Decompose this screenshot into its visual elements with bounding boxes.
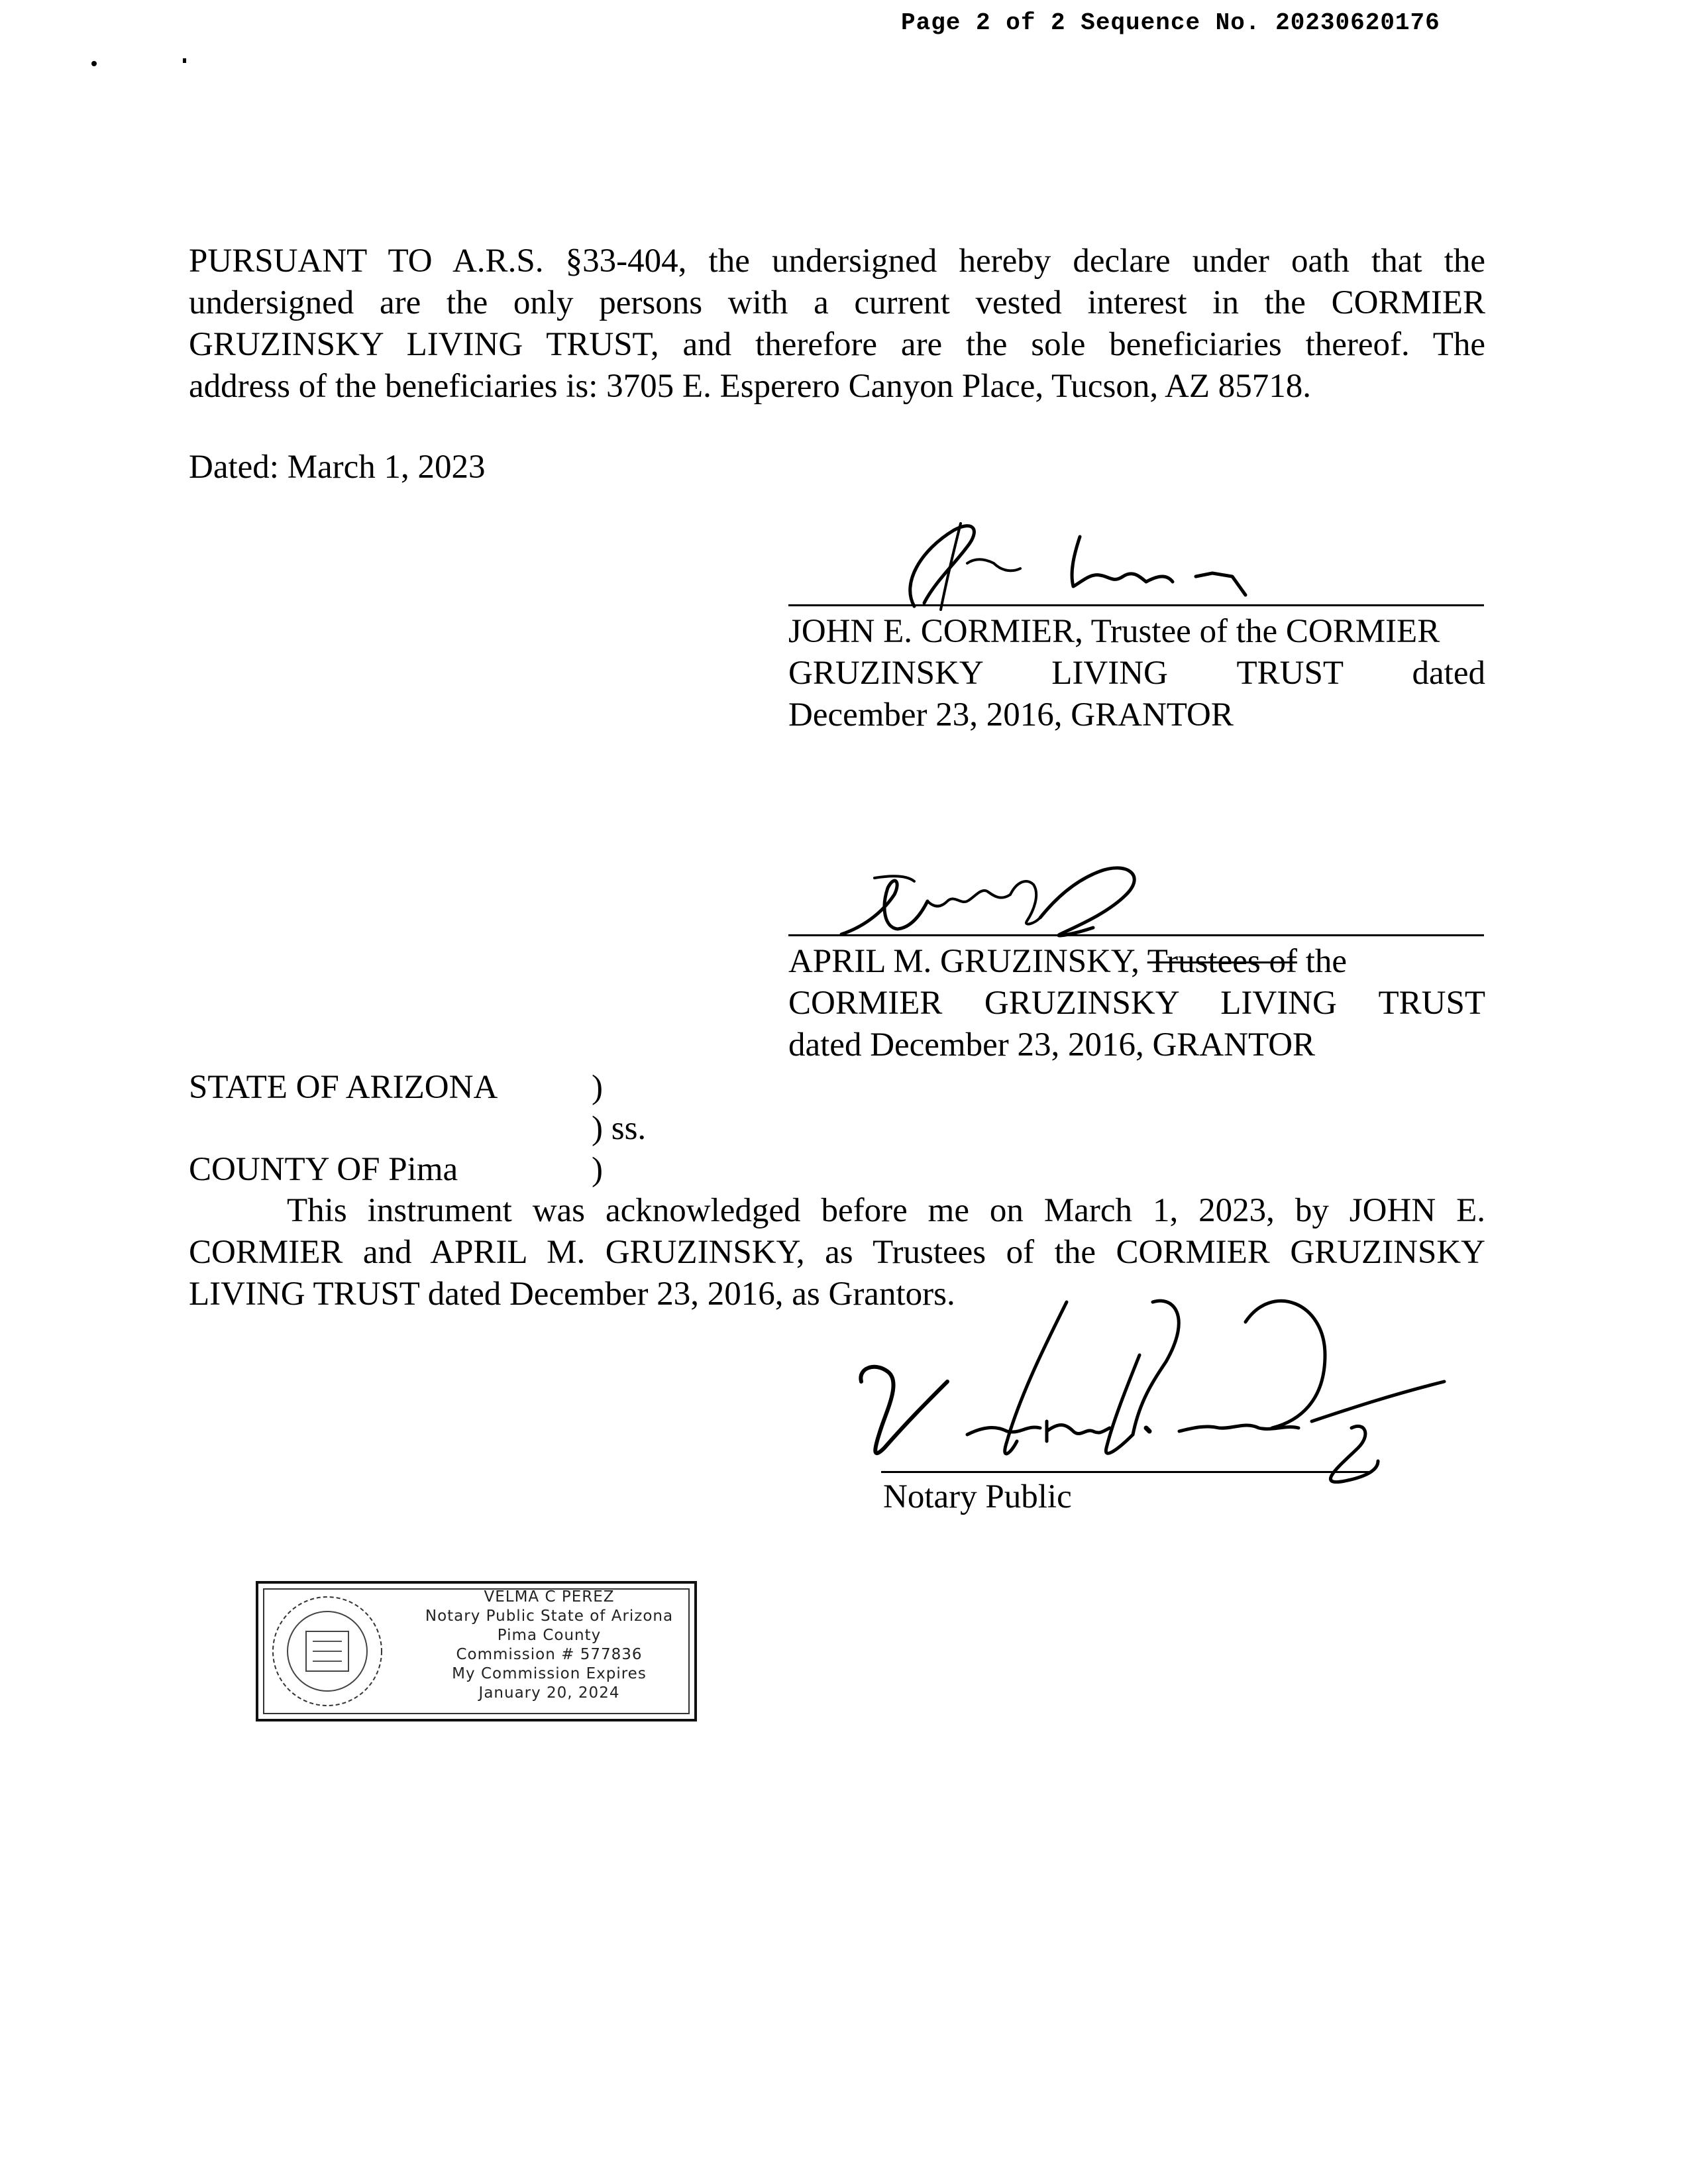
john-signer-line: GRUZINSKY LIVING TRUST dated — [788, 655, 1485, 692]
acknowledgment-line: CORMIER and APRIL M. GRUZINSKY, as Trustees of the CORMIER GRUZINSKY — [189, 1234, 1485, 1271]
declaration-paragraph — [189, 241, 1485, 408]
venue-paren: ) — [592, 1151, 603, 1188]
john-signature — [861, 510, 1285, 616]
venue-ss: ) ss. — [592, 1110, 647, 1147]
stamp-expires-date: January 20, 2024 — [478, 1684, 620, 1702]
declaration-line: GRUZINSKY LIVING TRUST, and therefore are the sole beneficiaries thereof. The — [189, 326, 1485, 363]
april-signer-line: CORMIER GRUZINSKY LIVING TRUST — [788, 985, 1485, 1022]
john-signer-line: December 23, 2016, GRANTOR — [788, 696, 1234, 734]
declaration-line: PURSUANT TO A.R.S. §33-404, the undersigned hereby declare under oath that the — [189, 243, 1485, 280]
april-signer-line: dated December 23, 2016, GRANTOR — [788, 1026, 1316, 1064]
declaration-line: undersigned are the only persons with a current vested interest in the CORMIER — [189, 284, 1485, 321]
april-line-end: the — [1297, 943, 1348, 980]
acknowledgment-line: This instrument was acknowledged before me on March 1, 2023, by JOHN E. — [287, 1192, 1485, 1229]
scan-speck — [91, 61, 97, 66]
john-signer-block — [788, 611, 1485, 736]
stamp-commission: Commission # 577836 — [456, 1646, 643, 1663]
notary-stamp — [254, 1578, 700, 1725]
april-name: APRIL M. GRUZINSKY, — [788, 943, 1147, 980]
notary-public-label: Notary Public — [883, 1478, 1072, 1515]
stamp-title: Notary Public State of Arizona — [425, 1608, 674, 1625]
april-signer-block — [788, 941, 1485, 1066]
april-struck-text: Trustees of — [1147, 943, 1297, 980]
acknowledgment-line: LIVING TRUST dated December 23, 2016, as Grantors. — [189, 1276, 955, 1313]
scan-speck — [183, 58, 186, 63]
stamp-county: Pima County — [497, 1627, 602, 1644]
april-signature-line — [788, 934, 1484, 936]
notary-signature — [848, 1289, 1471, 1507]
april-signer-line — [788, 941, 1485, 983]
notary-signature-line — [881, 1471, 1371, 1473]
stamp-name: VELMA C PEREZ — [484, 1588, 615, 1606]
notary-stamp-text — [400, 1588, 698, 1703]
john-signer-line: JOHN E. CORMIER, Trustee of the CORMIER — [788, 613, 1440, 650]
venue-county: COUNTY OF Pima — [189, 1151, 458, 1188]
dated-line: Dated: March 1, 2023 — [189, 449, 486, 486]
venue-state: STATE OF ARIZONA — [189, 1069, 498, 1106]
stamp-expires-label: My Commission Expires — [452, 1665, 647, 1682]
april-signature — [835, 855, 1179, 954]
venue-paren: ) — [592, 1069, 603, 1106]
john-signature-line — [788, 604, 1484, 606]
declaration-line: address of the beneficiaries is: 3705 E. Esperero Canyon Place, Tucson, AZ 85718. — [189, 368, 1312, 405]
page-header: Page 2 of 2 Sequence No. 20230620176 — [901, 9, 1440, 36]
